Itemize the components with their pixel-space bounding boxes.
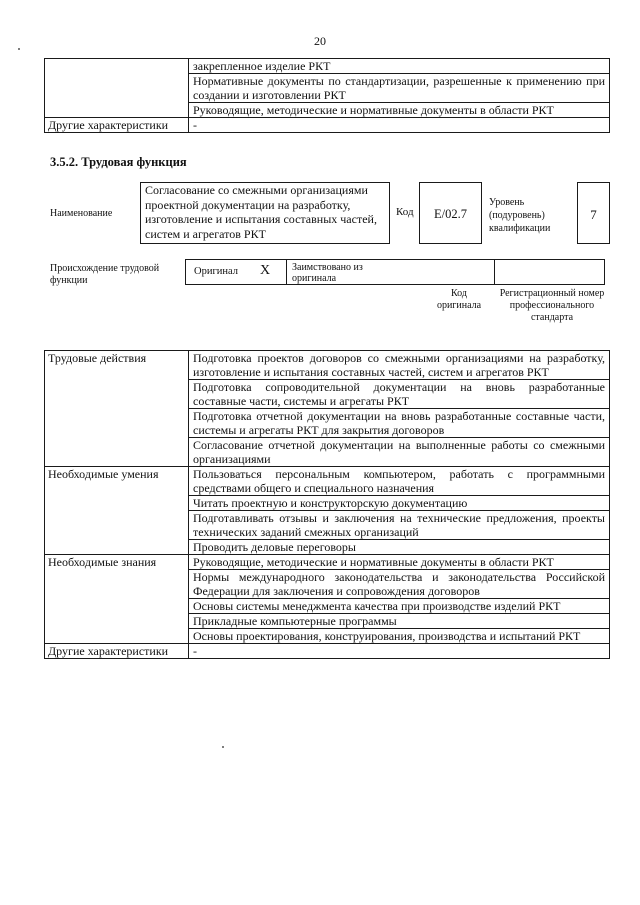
row-value: Руководящие, методические и нормативные документы в области РКТ [189,555,610,570]
origin-label: Происхождение трудовой функции [50,263,160,286]
code-original-caption: Код оригинала [436,288,482,311]
row-value: Подготовка сопроводительной документации на вновь разработанные составные части, системы и агрегаты РКТ [189,380,610,409]
row-value: закрепленное изделие РКТ [189,59,610,74]
table-row [45,59,610,74]
row-value: Основы проектирования, конструирования, производства и испытаний РКТ [189,629,610,644]
original-mark: X [260,263,271,278]
scan-speck [18,48,20,50]
row-value: Согласование отчетной документации на выполненные работы со смежными организациями [189,438,610,467]
table-row [45,467,610,496]
row-value: Читать проектную и конструкторскую документацию [189,496,610,511]
row-value: Нормы международного законодательства и законодательства Российской Федерации для заключения и сопровождения договоров [189,570,610,599]
code-label: Код [396,206,414,218]
reg-number-caption: Регистрационный номер профессионального стандарта [499,288,605,323]
borrowed-label: Заимствовано из оригинала [292,262,363,284]
table-row [45,118,610,133]
row-value: - [189,118,610,133]
page-number: 20 [314,34,326,48]
row-value: Проводить деловые переговоры [189,540,610,555]
continuation-table [44,58,610,133]
section-title: 3.5.2. Трудовая функция [50,155,187,169]
row-value: Пользоваться персональным компьютером, работать с программными средствами общего и специального назначения [189,467,610,496]
row-label: Необходимые умения [45,467,189,555]
qualification-level: 7 [577,182,610,244]
name-label: Наименование [50,208,113,219]
function-details-table [44,350,610,659]
row-value: - [189,644,610,659]
row-label: Необходимые знания [45,555,189,644]
table-row [45,351,610,380]
row-label: Другие характеристики [45,118,189,133]
row-value: Подготавливать отзывы и заключения на технические предложения, проекты технических заданий смежных организаций [189,511,610,540]
row-value: Подготовка проектов договоров со смежными организациями на разработку, изготовление и испытания составных частей, систем и агрегатов РКТ [189,351,610,380]
level-label: Уровень (подуровень) квалификации [489,197,551,234]
row-value: Подготовка отчетной документации на вновь разработанные составные части, системы и агрегаты РКТ для закрытия договоров [189,409,610,438]
row-label: Трудовые действия [45,351,189,467]
row-value: Основы системы менеджмента качества при производстве изделий РКТ [189,599,610,614]
row-value: Руководящие, методические и нормативные документы в области РКТ [189,103,610,118]
row-value: Прикладные компьютерные программы [189,614,610,629]
function-code: E/02.7 [419,182,482,244]
row-label [45,59,189,118]
row-value: Нормативные документы по стандартизации, разрешенные к применению при создании и изготовлении РКТ [189,74,610,103]
origin-row [185,259,605,285]
function-name: Согласование со смежными организациями проектной документации на разработку, изготовление и испытания составных частей, систем и агрегатов РКТ [140,182,390,244]
original-label: Оригинал [194,266,238,277]
scan-speck [222,746,224,748]
table-row [45,644,610,659]
row-label: Другие характеристики [45,644,189,659]
table-row [45,555,610,570]
